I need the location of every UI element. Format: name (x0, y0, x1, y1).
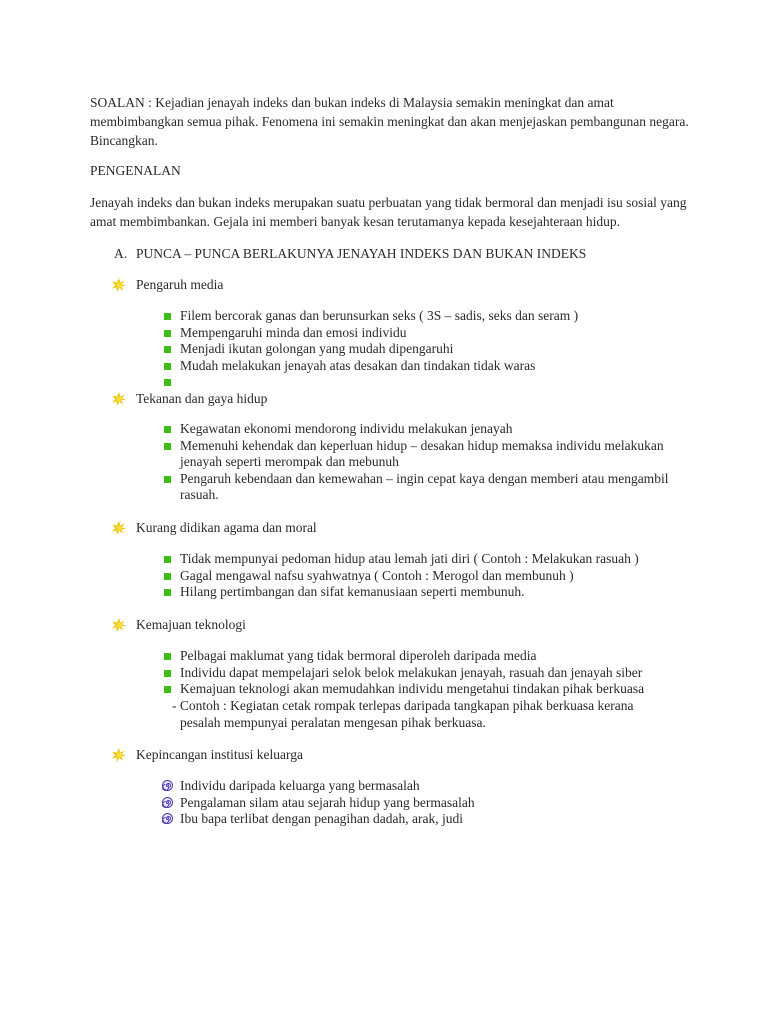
list-item (162, 358, 702, 375)
green-square-icon (164, 330, 171, 337)
topic-kepincangan-keluarga (112, 745, 303, 764)
item-text: Individu daripada keluarga yang bermasalah (180, 778, 420, 793)
topic-items-list (162, 421, 702, 504)
introduction-heading: PENGENALAN (90, 163, 181, 178)
green-square-icon (164, 653, 171, 660)
sun-icon (112, 618, 126, 632)
topic-tekanan-gaya-hidup (112, 389, 267, 408)
topic-title: Tekanan dan gaya hidup (136, 391, 268, 406)
sun-icon (112, 278, 126, 292)
example-note-line: - Contoh : Kegiatan cetak rompak terlepas daripada tangkapan pihak berkuasa kerana (172, 698, 634, 713)
spiral-icon (162, 780, 173, 791)
topic-items-list (162, 648, 702, 698)
list-item (162, 648, 702, 665)
list-item (162, 438, 702, 471)
section-a-heading (114, 244, 586, 263)
topic-kemajuan-teknologi (112, 615, 246, 634)
list-item (162, 308, 702, 325)
item-text: Pelbagai maklumat yang tidak bermoral diperoleh daripada media (180, 648, 537, 663)
green-square-icon (164, 573, 171, 580)
green-square-icon (164, 363, 171, 370)
example-note-line: pesalah mempunyai peralatan mengesan pihak berkuasa. (180, 715, 486, 730)
green-square-icon (164, 670, 171, 677)
section-title: PUNCA – PUNCA BERLAKUNYA JENAYAH INDEKS DAN BUKAN INDEKS (136, 246, 587, 261)
topic-title: Pengaruh media (136, 277, 224, 292)
example-note (172, 697, 692, 731)
item-text: Filem bercorak ganas dan berunsurkan seks ( 3S – sadis, seks dan seram ) (180, 308, 579, 323)
list-item (162, 421, 702, 438)
list-item (162, 795, 702, 812)
list-item (162, 551, 702, 568)
item-text: Individu dapat mempelajari selok belok melakukan jenayah, rasuah dan jenayah siber (180, 664, 643, 680)
topic-items-list (162, 551, 702, 601)
item-text: Pengaruh kebendaan dan kemewahan – ingin cepat kaya dengan memberi atau mengambil rasuah. (180, 470, 669, 502)
sun-icon (112, 392, 126, 406)
green-square-icon (164, 556, 171, 563)
list-item (162, 681, 702, 698)
green-square-icon (164, 476, 171, 483)
list-item (162, 568, 702, 585)
topic-title: Kepincangan institusi keluarga (136, 747, 303, 762)
item-text: Ibu bapa terlibat dengan penagihan dadah, arak, judi (180, 811, 464, 826)
item-text: Memenuhi kehendak dan keperluan hidup – desakan hidup memaksa individu melakukan jenayah seperti merompak dan mebunuh (180, 437, 664, 469)
list-item (162, 584, 702, 601)
item-text: Mudah melakukan jenayah atas desakan dan tindakan tidak waras (180, 357, 536, 373)
list-item (162, 811, 702, 828)
green-square-icon (164, 686, 171, 693)
item-text: Menjadi ikutan golongan yang mudah dipengaruhi (180, 341, 454, 356)
green-square-icon (164, 589, 171, 596)
green-square-icon (164, 346, 171, 353)
topic-items-list (162, 778, 702, 828)
item-text: Pengalaman silam atau sejarah hidup yang bermasalah (180, 794, 475, 810)
topic-kurang-didikan (112, 518, 317, 537)
topic-items-list (162, 308, 702, 391)
topic-title: Kemajuan teknologi (136, 617, 246, 632)
item-text: Hilang pertimbangan dan sifat kemanusiaan seperti membunuh. (180, 584, 525, 599)
list-item (162, 778, 702, 795)
introduction-paragraph: Jenayah indeks dan bukan indeks merupakan suatu perbuatan yang tidak bermoral dan menjadi isu sosial yang amat membimbankan. Gejala ini memberi banyak kesan terutamanya kepada kesejahteraan hidup. (90, 195, 687, 229)
item-text: Kemajuan teknologi akan memudahkan individu mengetahui tindakan pihak berkuasa (180, 681, 645, 696)
topic-pengaruh-media (112, 275, 223, 294)
list-item (162, 325, 702, 342)
list-item (162, 471, 702, 504)
item-text: Mempengaruhi minda dan emosi individu (180, 324, 407, 340)
section-letter: A. (114, 246, 128, 261)
green-square-icon (164, 379, 171, 386)
list-item (162, 341, 702, 358)
sun-icon (112, 521, 126, 535)
list-item (162, 665, 702, 682)
item-text: Kegawatan ekonomi mendorong individu melakukan jenayah (180, 421, 513, 436)
spiral-icon (162, 813, 173, 824)
topic-title: Kurang didikan agama dan moral (136, 520, 317, 535)
item-text: Gagal mengawal nafsu syahwatnya ( Contoh : Merogol dan membunuh ) (180, 567, 574, 583)
green-square-icon (164, 313, 171, 320)
green-square-icon (164, 426, 171, 433)
green-square-icon (164, 443, 171, 450)
spiral-icon (162, 797, 173, 808)
item-text: Tidak mempunyai pedoman hidup atau lemah jati diri ( Contoh : Melakukan rasuah ) (180, 551, 639, 566)
sun-icon (112, 748, 126, 762)
question-paragraph: SOALAN : Kejadian jenayah indeks dan bukan indeks di Malaysia semakin meningkat dan amat membimbangkan semua pihak. Fenomena ini semakin meningkat dan akan menjejaskan pembangunan negara. Bincangkan. (90, 95, 689, 148)
